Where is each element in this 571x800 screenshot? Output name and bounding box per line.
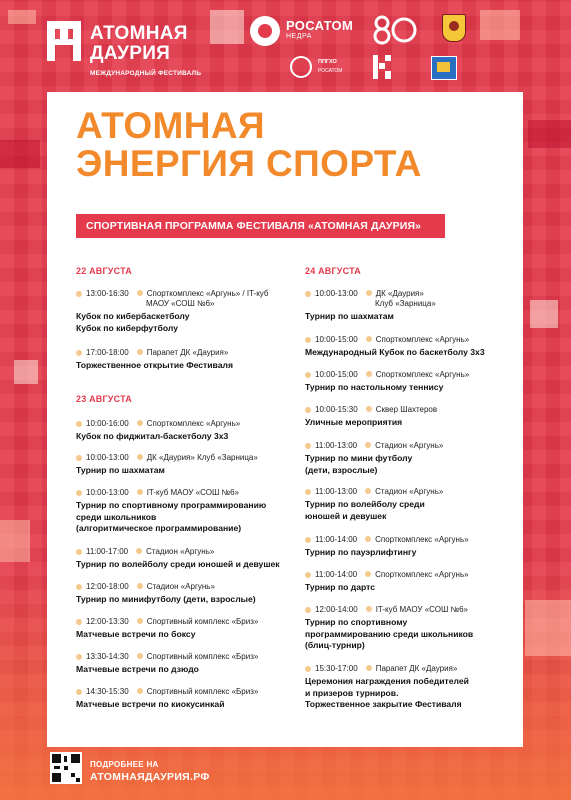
event-time: 12:00-18:00 <box>86 582 129 591</box>
region-coat-of-arms-icon <box>442 14 466 42</box>
event-meta <box>305 535 515 545</box>
bullet-icon <box>305 443 311 449</box>
event-24-1 <box>305 289 515 323</box>
event-title-3: (алгоритмическое программирование) <box>76 523 242 533</box>
ppgho-name: ППГХО <box>318 59 337 65</box>
qr-code-icon[interactable] <box>50 752 82 784</box>
event-venue: ДК «Даурия» Клуб «Зарница» <box>146 453 258 462</box>
event-title: Кубок по кибербаскетболу <box>76 311 190 321</box>
day-heading-24: 24 АВГУСТА <box>305 266 361 276</box>
event-title: Турнир по пауэрлифтингу <box>305 547 417 557</box>
event-title-2: и призеров турниров. <box>305 687 399 698</box>
event-venue: ДК «Даурия» <box>375 289 424 298</box>
event-time: 11:00-14:00 <box>315 570 358 579</box>
event-title-2: (дети, взрослые) <box>305 464 378 475</box>
event-23-8 <box>76 687 316 711</box>
rosatom-name: РОСАТОМ <box>286 18 354 33</box>
event-venue-line-2: Клуб «Зарница» <box>375 299 436 308</box>
bullet-icon <box>76 421 82 427</box>
event-meta <box>305 289 515 299</box>
event-title: Турнир по волейболу среди юношей и девушек <box>76 559 280 569</box>
bullet-icon <box>137 618 143 624</box>
event-title: Турнир по минифутболу (дети, взрослые) <box>76 594 256 604</box>
bullet-icon <box>305 291 311 297</box>
decor-pixel <box>525 600 571 656</box>
event-time: 10:00-15:00 <box>315 370 358 379</box>
bullet-icon <box>305 372 311 378</box>
decor-pixel <box>0 140 40 168</box>
event-title: Турнир по шахматам <box>305 311 394 321</box>
bullet-icon <box>366 606 372 612</box>
event-meta <box>76 419 316 429</box>
event-title: Кубок по фиджитал-баскетболу 3х3 <box>76 431 229 441</box>
bullet-icon <box>76 455 82 461</box>
event-title: Международный Кубок по баскетболу 3х3 <box>305 347 485 357</box>
event-venue: Стадион «Аргунь» <box>146 547 215 556</box>
event-meta <box>76 582 316 592</box>
event-time: 10:00-13:00 <box>315 289 358 298</box>
event-meta <box>76 289 316 299</box>
bullet-icon <box>366 665 372 671</box>
bullet-icon <box>365 488 371 494</box>
bullet-icon <box>305 407 311 413</box>
bullet-icon <box>76 689 82 695</box>
bullet-icon <box>305 607 311 613</box>
event-meta <box>76 488 316 498</box>
event-title: Турнир по настольному теннису <box>305 382 444 392</box>
event-meta <box>76 547 316 557</box>
event-venue-line-2: МАОУ «СОШ №6» <box>146 299 215 308</box>
bullet-icon <box>365 442 371 448</box>
bullet-icon <box>76 584 82 590</box>
footer-label: ПОДРОБНЕЕ НА <box>90 760 159 769</box>
event-meta <box>305 664 515 674</box>
event-time: 10:00-15:30 <box>315 405 358 414</box>
event-meta <box>76 453 316 463</box>
event-meta <box>76 617 316 627</box>
event-title-3: Торжественное закрытие Фестиваля <box>305 699 462 709</box>
event-meta <box>305 570 515 580</box>
event-title-2: среди школьников <box>76 511 157 522</box>
bullet-icon <box>76 654 82 660</box>
event-24-2 <box>305 335 515 359</box>
event-time: 17:00-18:00 <box>86 348 129 357</box>
event-time: 12:00-13:30 <box>86 617 129 626</box>
event-title: Церемония награждения победителей <box>305 676 469 686</box>
event-title: Матчевые встречи по киокусинкай <box>76 699 225 709</box>
event-meta <box>76 687 316 697</box>
bullet-icon <box>366 290 372 296</box>
event-time: 14:30-15:30 <box>86 687 129 696</box>
bullet-icon <box>137 653 143 659</box>
event-23-3 <box>76 488 316 535</box>
event-23-2 <box>76 453 316 477</box>
event-meta <box>305 335 515 345</box>
bullet-icon <box>76 619 82 625</box>
bullet-icon <box>366 371 372 377</box>
k-logo-icon <box>373 55 393 84</box>
event-22-1 <box>76 289 316 334</box>
event-23-5 <box>76 582 316 606</box>
decor-pixel <box>480 10 520 40</box>
event-24-5 <box>305 441 515 476</box>
event-24-7 <box>305 535 515 559</box>
event-title-2: Кубок по киберфутболу <box>76 322 178 333</box>
event-time: 15:30-17:00 <box>315 664 358 673</box>
event-24-3 <box>305 370 515 394</box>
event-23-1 <box>76 419 316 443</box>
bullet-icon <box>137 349 143 355</box>
bullet-icon <box>305 537 311 543</box>
event-meta <box>76 652 316 662</box>
event-venue: IT-куб МАОУ «СОШ №6» <box>375 605 469 614</box>
headline-line-1: АТОМНАЯ <box>76 105 265 146</box>
event-title: Матчевые встречи по боксу <box>76 629 196 639</box>
festival-logo-icon <box>47 21 81 61</box>
event-meta <box>76 348 316 358</box>
rosatom-sub: НЕДРА <box>286 33 312 40</box>
event-time: 13:00-16:30 <box>86 289 129 298</box>
event-venue: Спортивный комплекс «Бриз» <box>146 687 259 696</box>
event-venue: Спорткомплекс «Аргунь» <box>375 535 469 544</box>
event-title: Турнир по волейболу среди <box>305 499 425 509</box>
event-time: 10:00-13:00 <box>86 453 129 462</box>
event-title-2: программированию среди школьников <box>305 628 474 639</box>
bullet-icon <box>76 490 82 496</box>
event-venue: Стадион «Аргунь» <box>375 487 444 496</box>
bullet-icon <box>136 548 142 554</box>
bullet-icon <box>305 572 311 578</box>
event-meta <box>305 605 515 615</box>
event-venue: Стадион «Аргунь» <box>146 582 215 591</box>
event-venue: IT-куб МАОУ «СОШ №6» <box>146 488 240 497</box>
event-venue: Спортивный комплекс «Бриз» <box>146 652 259 661</box>
event-title: Турнир по спортивному программированию <box>76 500 267 510</box>
bullet-icon <box>366 336 372 342</box>
event-title: Турнир по мини футболу <box>305 453 413 463</box>
bullet-icon <box>137 420 143 426</box>
event-time: 12:00-14:00 <box>315 605 358 614</box>
event-venue: Спорткомплекс «Аргунь» <box>146 419 241 428</box>
event-meta <box>305 405 515 415</box>
event-title: Матчевые встречи по дзюдо <box>76 664 199 674</box>
event-24-6 <box>305 487 515 522</box>
event-venue: Стадион «Аргунь» <box>375 441 444 450</box>
day-heading-22: 22 АВГУСТА <box>76 266 132 276</box>
bullet-icon <box>365 571 371 577</box>
decor-pixel <box>0 520 30 562</box>
event-title: Турнир по шахматам <box>76 465 165 475</box>
decor-pixel <box>528 120 571 148</box>
bullet-icon <box>365 536 371 542</box>
bullet-icon <box>137 583 143 589</box>
bullet-icon <box>76 549 82 555</box>
event-meta <box>305 370 515 380</box>
bullet-icon <box>366 406 372 412</box>
event-title-2: юношей и девушек <box>305 510 387 521</box>
event-venue: Сквер Шахтеров <box>375 405 438 414</box>
decor-pixel <box>14 360 38 384</box>
event-title: Торжественное открытие Фестиваля <box>76 360 233 370</box>
bullet-icon <box>305 489 311 495</box>
anniversary-80-logo-icon <box>370 14 420 46</box>
event-venue: Спорткомплекс «Аргунь» / IT-куб <box>146 289 269 298</box>
event-title: Турнир по дартс <box>305 582 376 592</box>
ppgho-logo-icon <box>290 56 312 78</box>
event-time: 11:00-13:00 <box>315 487 358 496</box>
event-venue: Парапет ДК «Даурия» <box>375 664 458 673</box>
event-venue: Спорткомплекс «Аргунь» <box>375 335 470 344</box>
event-24-4 <box>305 405 515 429</box>
bullet-icon <box>305 666 311 672</box>
event-23-4 <box>76 547 316 571</box>
event-time: 10:00-16:00 <box>86 419 129 428</box>
headline-line-2: ЭНЕРГИЯ СПОРТА <box>76 143 422 184</box>
headline <box>76 107 496 183</box>
event-time: 10:00-13:00 <box>86 488 129 497</box>
event-venue: Парапет ДК «Даурия» <box>146 348 229 357</box>
event-time: 11:00-17:00 <box>86 547 129 556</box>
event-24-9 <box>305 605 515 652</box>
bullet-icon <box>137 688 143 694</box>
bullet-icon <box>76 350 82 356</box>
event-22-2 <box>76 348 316 372</box>
event-time: 11:00-14:00 <box>315 535 358 544</box>
bullet-icon <box>137 489 143 495</box>
event-title: Уличные мероприятия <box>305 417 403 427</box>
day-heading-23: 23 АВГУСТА <box>76 394 132 404</box>
decor-pixel <box>8 10 36 24</box>
event-24-8 <box>305 570 515 594</box>
bullet-icon <box>305 337 311 343</box>
brand-title: АТОМНАЯ ДАУРИЯ <box>90 23 188 64</box>
event-time: 11:00-13:00 <box>315 441 358 450</box>
bullet-icon <box>137 454 143 460</box>
program-ribbon: СПОРТИВНАЯ ПРОГРАММА ФЕСТИВАЛЯ «АТОМНАЯ ДАУРИЯ» <box>76 214 445 238</box>
brand-subtitle: МЕЖДУНАРОДНЫЙ ФЕСТИВАЛЬ <box>90 70 202 77</box>
bullet-icon <box>76 291 82 297</box>
event-meta <box>305 441 515 451</box>
event-time: 10:00-15:00 <box>315 335 358 344</box>
event-24-10 <box>305 664 515 711</box>
bullet-icon <box>137 290 143 296</box>
decor-pixel <box>530 300 558 328</box>
event-venue: Спорткомплекс «Аргунь» <box>375 570 469 579</box>
ppgho-sub: РОСАТОМ <box>318 68 343 74</box>
event-23-7 <box>76 652 316 676</box>
event-23-6 <box>76 617 316 641</box>
event-venue: Спорткомплекс «Аргунь» <box>375 370 470 379</box>
event-title-3: (блиц-турнир) <box>305 640 365 650</box>
event-venue: Спортивный комплекс «Бриз» <box>146 617 259 626</box>
event-meta <box>305 487 515 497</box>
rosatom-logo-icon <box>250 16 280 46</box>
event-time: 13:30-14:30 <box>86 652 129 661</box>
city-coat-of-arms-icon <box>431 56 457 80</box>
event-title: Турнир по спортивному <box>305 617 408 627</box>
footer-website-link[interactable]: АТОМНАЯДАУРИЯ.РФ <box>90 771 210 783</box>
